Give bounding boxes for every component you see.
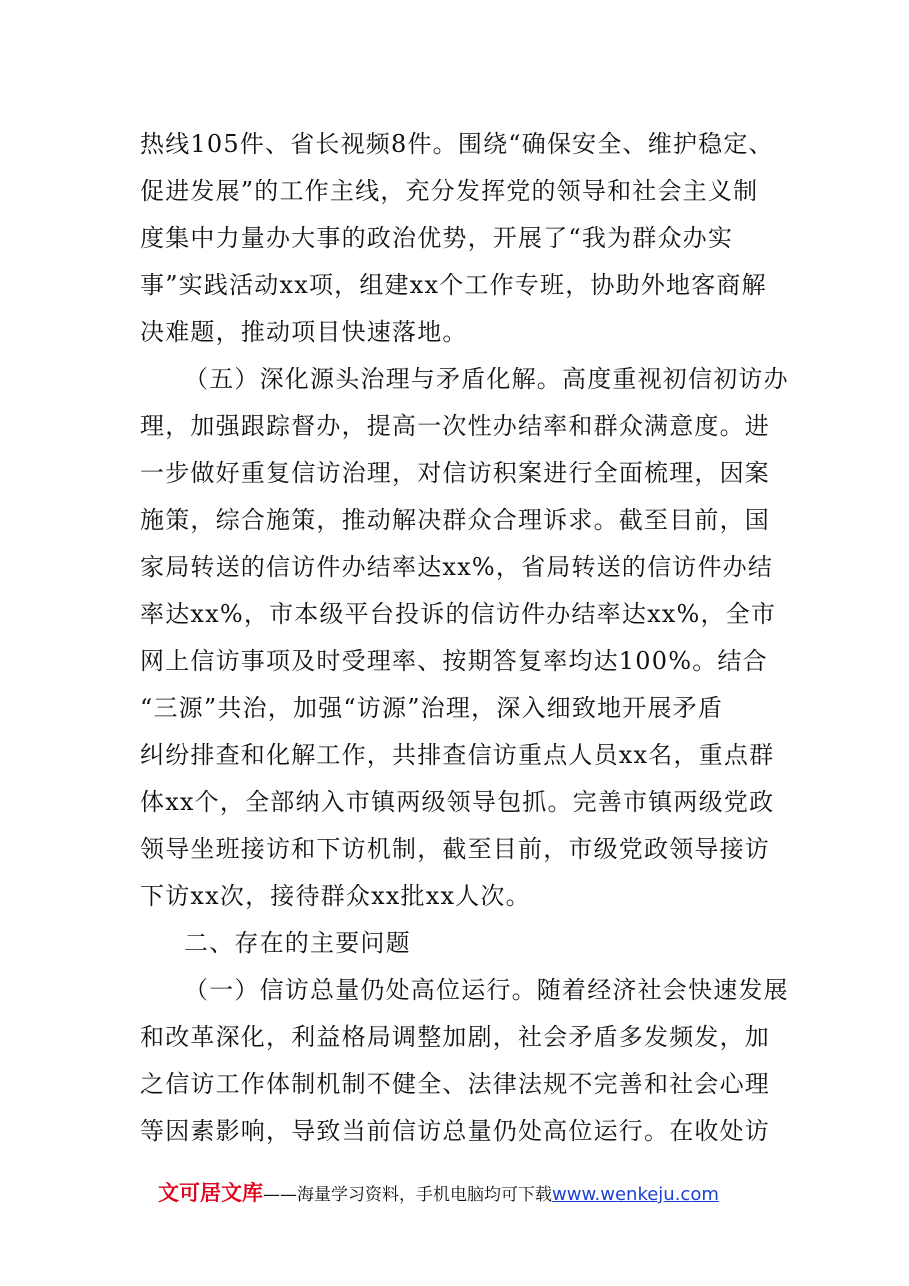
text-line: 家局转送的信访件办结率达xx%，省局转送的信访件办结 [140, 553, 774, 581]
text-line: “三源”共治，加强“访源”治理，深入细致地开展矛盾 [140, 694, 724, 722]
text-line: 等因素影响，导致当前信访总量仍处高位运行。在收处访 [140, 1117, 770, 1145]
text-line: 率达xx%，市本级平台投诉的信访件办结率达xx%，全市 [140, 600, 777, 628]
text-line: 决难题，推动项目快速落地。 [140, 318, 468, 346]
text-line: 网上信访事项及时受理率、按期答复率均达100%。结合 [140, 647, 768, 675]
text-line: 一步做好重复信访治理，对信访积案进行全面梳理，因案 [140, 459, 770, 487]
text-line: 事”实践活动xx项，组建xx个工作专班，协助外地客商解 [140, 271, 767, 299]
footer-banner [158, 1178, 719, 1208]
chapter-heading-2: 二、存在的主要问题 [184, 929, 411, 957]
section-heading-5: （五）深化源头治理与矛盾化解。高度重视初信初访办 [184, 365, 789, 393]
text-line: 体xx个，全部纳入市镇两级领导包抓。完善市镇两级党政 [140, 788, 775, 816]
text-line: 促进发展”的工作主线，充分发挥党的领导和社会主义制 [140, 177, 759, 205]
footer-brand: 文可居文库 [158, 1181, 263, 1205]
document-body [140, 121, 789, 1155]
text-line: 和改革深化，利益格局调整加剧，社会矛盾多发频发，加 [140, 1023, 770, 1051]
text-line: 领导坐班接访和下访机制，截至目前，市级党政领导接访 [140, 835, 770, 863]
footer-slogan: ——海量学习资料，手机电脑均可下载 [263, 1185, 552, 1205]
footer-site-link[interactable]: www.wenkeju.com [552, 1184, 719, 1205]
text-line: 热线105件、省长视频8件。围绕“确保安全、维护稳定、 [140, 130, 774, 158]
text-line: 度集中力量办大事的政治优势，开展了“我为群众办实 [140, 224, 734, 252]
text-line: 纠纷排查和化解工作，共排查信访重点人员xx名，重点群 [140, 741, 775, 769]
text-line: 施策，综合施策，推动解决群众合理诉求。截至目前，国 [140, 506, 770, 534]
section-heading-1: （一）信访总量仍处高位运行。随着经济社会快速发展 [184, 976, 789, 1004]
text-line: 下访xx次，接待群众xx批xx人次。 [140, 882, 531, 910]
text-line: 之信访工作体制机制不健全、法律法规不完善和社会心理 [140, 1070, 770, 1098]
text-line: 理，加强跟踪督办，提高一次性办结率和群众满意度。进 [140, 412, 770, 440]
